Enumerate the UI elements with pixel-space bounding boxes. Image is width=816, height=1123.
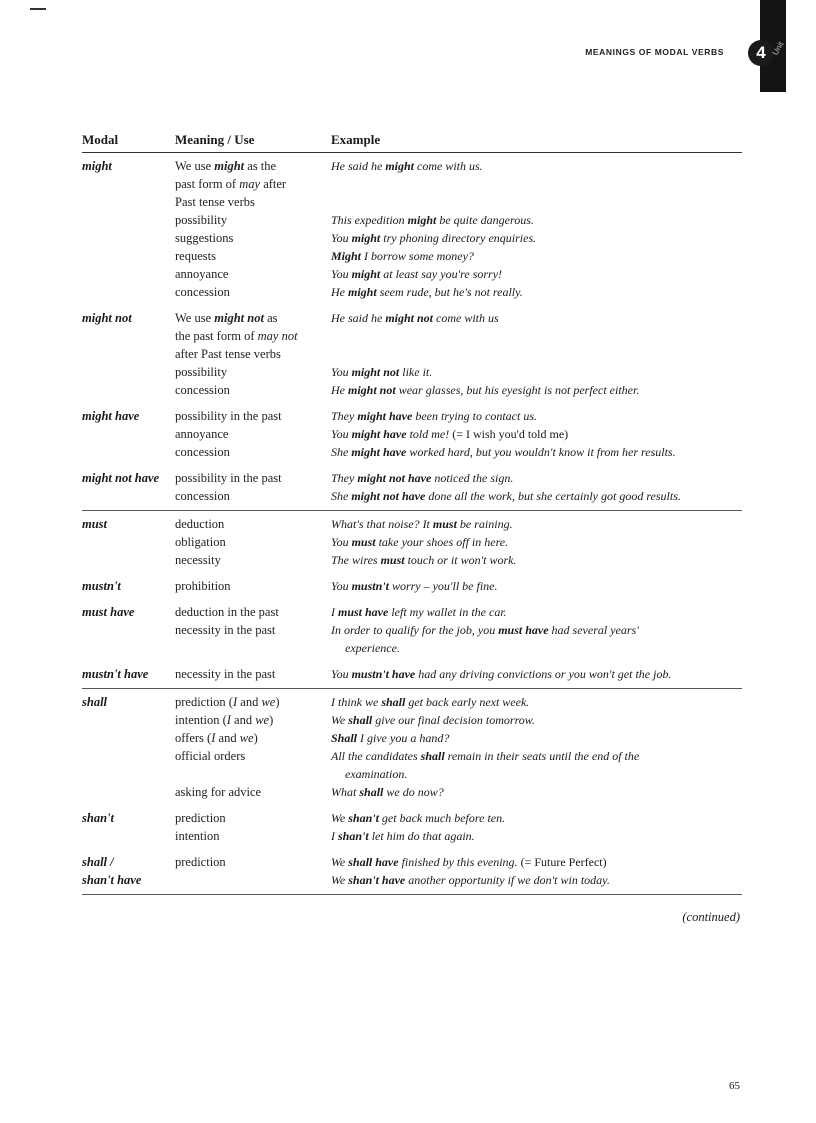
table-row: [82, 533, 742, 551]
table-row: [82, 157, 742, 175]
example-cell: What shall we do now?: [331, 785, 444, 799]
example-cell: He might not wear glasses, but his eyesight is not perfect either.: [331, 383, 640, 397]
column-header-meaning: Meaning / Use: [175, 132, 255, 147]
example-cell: You might not like it.: [331, 365, 433, 379]
modal-cell: [82, 345, 175, 363]
modal-cell: shan't have: [82, 873, 142, 887]
meaning-cell: annoyance: [175, 427, 229, 441]
meaning-cell: We use might as the: [175, 159, 277, 173]
example-cell: They might have been trying to contact us.: [331, 409, 537, 423]
modal-cell: shall: [82, 695, 108, 709]
meaning-cell: annoyance: [175, 267, 229, 281]
example-cell: Might I borrow some money?: [331, 249, 474, 263]
modal-entry: [82, 407, 742, 461]
example-cell: I must have left my wallet in the car.: [331, 605, 507, 619]
example-cell: You mustn't worry – you'll be fine.: [331, 579, 498, 593]
modal-cell: [82, 283, 175, 301]
meaning-cell: official orders: [175, 749, 246, 763]
meaning-cell: deduction in the past: [175, 605, 279, 619]
table-row: [82, 711, 742, 729]
modal-cell: [82, 639, 175, 657]
modal-entry: [82, 469, 742, 505]
page-number: 65: [729, 1080, 740, 1092]
example-cell: [331, 327, 742, 345]
meaning-cell: necessity in the past: [175, 667, 276, 681]
modal-cell: [82, 229, 175, 247]
meaning-cell: [175, 871, 331, 889]
modal-cell: [82, 747, 175, 765]
modal-entry: [82, 577, 742, 595]
modal-cell: [82, 729, 175, 747]
table-row: [82, 577, 742, 595]
meaning-cell: offers (I and we): [175, 731, 258, 745]
meaning-cell: intention: [175, 829, 220, 843]
modal-cell: [82, 533, 175, 551]
modal-entry: [82, 157, 742, 301]
modal-entry: [82, 515, 742, 569]
example-cell: All the candidates shall remain in their seats until the end of the: [331, 749, 640, 763]
example-cell: We shall have finished by this evening. (= Future Perfect): [331, 855, 607, 869]
example-cell: [331, 193, 742, 211]
table-row: [82, 309, 742, 327]
column-header-example: Example: [331, 132, 381, 147]
table-row: [82, 211, 742, 229]
meaning-cell: after Past tense verbs: [175, 347, 281, 361]
meaning-cell: requests: [175, 249, 216, 263]
table-body: [82, 157, 742, 895]
meaning-cell: [175, 639, 331, 657]
table-row: [82, 283, 742, 301]
example-cell: We shan't have another opportunity if we don't win today.: [331, 873, 610, 887]
table-row: [82, 407, 742, 425]
table-row: [82, 551, 742, 569]
table-row: [82, 809, 742, 827]
modal-cell: might not: [82, 311, 132, 325]
modal-cell: mustn't have: [82, 667, 149, 681]
meaning-cell: necessity in the past: [175, 623, 276, 637]
example-cell: You must take your shoes off in here.: [331, 535, 509, 549]
table-header: [82, 131, 742, 153]
modal-cell: might: [82, 159, 112, 173]
example-cell: She might have worked hard, but you wouldn't know it from her results.: [331, 445, 676, 459]
example-cell: This expedition might be quite dangerous.: [331, 213, 534, 227]
meaning-cell: possibility in the past: [175, 409, 282, 423]
table-row: [82, 425, 742, 443]
modal-cell: [82, 711, 175, 729]
meaning-cell: suggestions: [175, 231, 234, 245]
table-row: [82, 229, 742, 247]
modal-cell: [82, 443, 175, 461]
example-cell: She might not have done all the work, but she certainly got good results.: [331, 489, 681, 503]
meaning-cell: necessity: [175, 553, 221, 567]
modal-verbs-table: [82, 131, 742, 895]
meaning-cell: deduction: [175, 517, 225, 531]
modal-entry: [82, 309, 742, 399]
table-row: [82, 487, 742, 505]
table-row: [82, 265, 742, 283]
example-cell: [331, 345, 742, 363]
modal-cell: [82, 265, 175, 283]
example-cell: They might not have noticed the sign.: [331, 471, 514, 485]
modal-cell: mustn't: [82, 579, 121, 593]
table-row: [82, 603, 742, 621]
table-row: [82, 515, 742, 533]
table-row: [82, 469, 742, 487]
unit-label: Unit: [770, 40, 786, 57]
example-cell: You might try phoning directory enquiries.: [331, 231, 537, 245]
meaning-cell: Past tense verbs: [175, 195, 255, 209]
modal-entry: [82, 853, 742, 889]
modal-cell: [82, 211, 175, 229]
meaning-cell: prediction: [175, 855, 226, 869]
meaning-cell: concession: [175, 489, 230, 503]
example-cell: examination.: [345, 767, 408, 781]
table-row: [82, 665, 742, 683]
table-row: [82, 729, 742, 747]
corner-crop-mark: [30, 8, 46, 10]
example-cell: You mustn't have had any driving convictions or you won't get the job.: [331, 667, 672, 681]
modal-cell: [82, 175, 175, 193]
modal-cell: [82, 827, 175, 845]
modal-group: [82, 515, 742, 689]
example-cell: He said he might come with us.: [331, 159, 483, 173]
modal-entry: [82, 603, 742, 657]
modal-cell: might have: [82, 409, 140, 423]
example-cell: I think we shall get back early next week.: [331, 695, 530, 709]
modal-cell: [82, 381, 175, 399]
meaning-cell: [175, 765, 331, 783]
meaning-cell: possibility: [175, 365, 228, 379]
meaning-cell: concession: [175, 285, 230, 299]
table-row: [82, 443, 742, 461]
column-header-modal: Modal: [82, 132, 119, 147]
table-row: [82, 363, 742, 381]
example-cell: You might have told me! (= I wish you'd told me): [331, 427, 569, 441]
modal-cell: must have: [82, 605, 135, 619]
modal-entry: [82, 693, 742, 801]
meaning-cell: prohibition: [175, 579, 231, 593]
meaning-cell: possibility: [175, 213, 228, 227]
table-row: [82, 327, 742, 345]
example-cell: I shan't let him do that again.: [331, 829, 475, 843]
table-row: [82, 765, 742, 783]
modal-cell: [82, 621, 175, 639]
table-row: [82, 381, 742, 399]
table-row: [82, 193, 742, 211]
modal-cell: [82, 363, 175, 381]
meaning-cell: obligation: [175, 535, 226, 549]
table-row: [82, 871, 742, 889]
table-row: [82, 853, 742, 871]
table-row: [82, 247, 742, 265]
modal-cell: [82, 551, 175, 569]
example-cell: experience.: [345, 641, 400, 655]
table-row: [82, 345, 742, 363]
modal-cell: [82, 425, 175, 443]
meaning-cell: possibility in the past: [175, 471, 282, 485]
modal-group: [82, 693, 742, 895]
example-cell: In order to qualify for the job, you must have had several years': [331, 623, 639, 637]
modal-cell: might not have: [82, 471, 160, 485]
meaning-cell: asking for advice: [175, 785, 262, 799]
table-row: [82, 639, 742, 657]
modal-entry: [82, 809, 742, 845]
meaning-cell: concession: [175, 445, 230, 459]
modal-cell: shall /: [82, 855, 114, 869]
table-row: [82, 175, 742, 193]
table-row: [82, 827, 742, 845]
meaning-cell: We use might not as: [175, 311, 278, 325]
modal-cell: [82, 247, 175, 265]
running-title: MEANINGS OF MODAL VERBS: [585, 47, 724, 57]
modal-cell: must: [82, 517, 108, 531]
table-row: [82, 747, 742, 765]
example-cell: Shall I give you a hand?: [331, 731, 450, 745]
table-row: [82, 783, 742, 801]
modal-cell: [82, 783, 175, 801]
example-cell: He said he might not come with us: [331, 311, 499, 325]
example-cell: You might at least say you're sorry!: [331, 267, 503, 281]
unit-number-badge: 4: [748, 40, 774, 66]
meaning-cell: the past form of may not: [175, 329, 298, 343]
example-cell: We shan't get back much before ten.: [331, 811, 506, 825]
modal-cell: [82, 487, 175, 505]
modal-cell: [82, 193, 175, 211]
example-cell: He might seem rude, but he's not really.: [331, 285, 523, 299]
example-cell: What's that noise? It must be raining.: [331, 517, 513, 531]
table-row: [82, 693, 742, 711]
example-cell: [331, 175, 742, 193]
meaning-cell: past form of may after: [175, 177, 287, 191]
continued-note: (continued): [682, 910, 740, 924]
modal-cell: shan't: [82, 811, 114, 825]
example-cell: The wires must touch or it won't work.: [331, 553, 517, 567]
table-row: [82, 621, 742, 639]
meaning-cell: prediction (I and we): [175, 695, 280, 709]
modal-cell: [82, 765, 175, 783]
meaning-cell: concession: [175, 383, 230, 397]
example-cell: We shall give our final decision tomorrow.: [331, 713, 535, 727]
modal-entry: [82, 665, 742, 683]
modal-cell: [82, 327, 175, 345]
meaning-cell: intention (I and we): [175, 713, 274, 727]
modal-group: [82, 157, 742, 511]
meaning-cell: prediction: [175, 811, 226, 825]
